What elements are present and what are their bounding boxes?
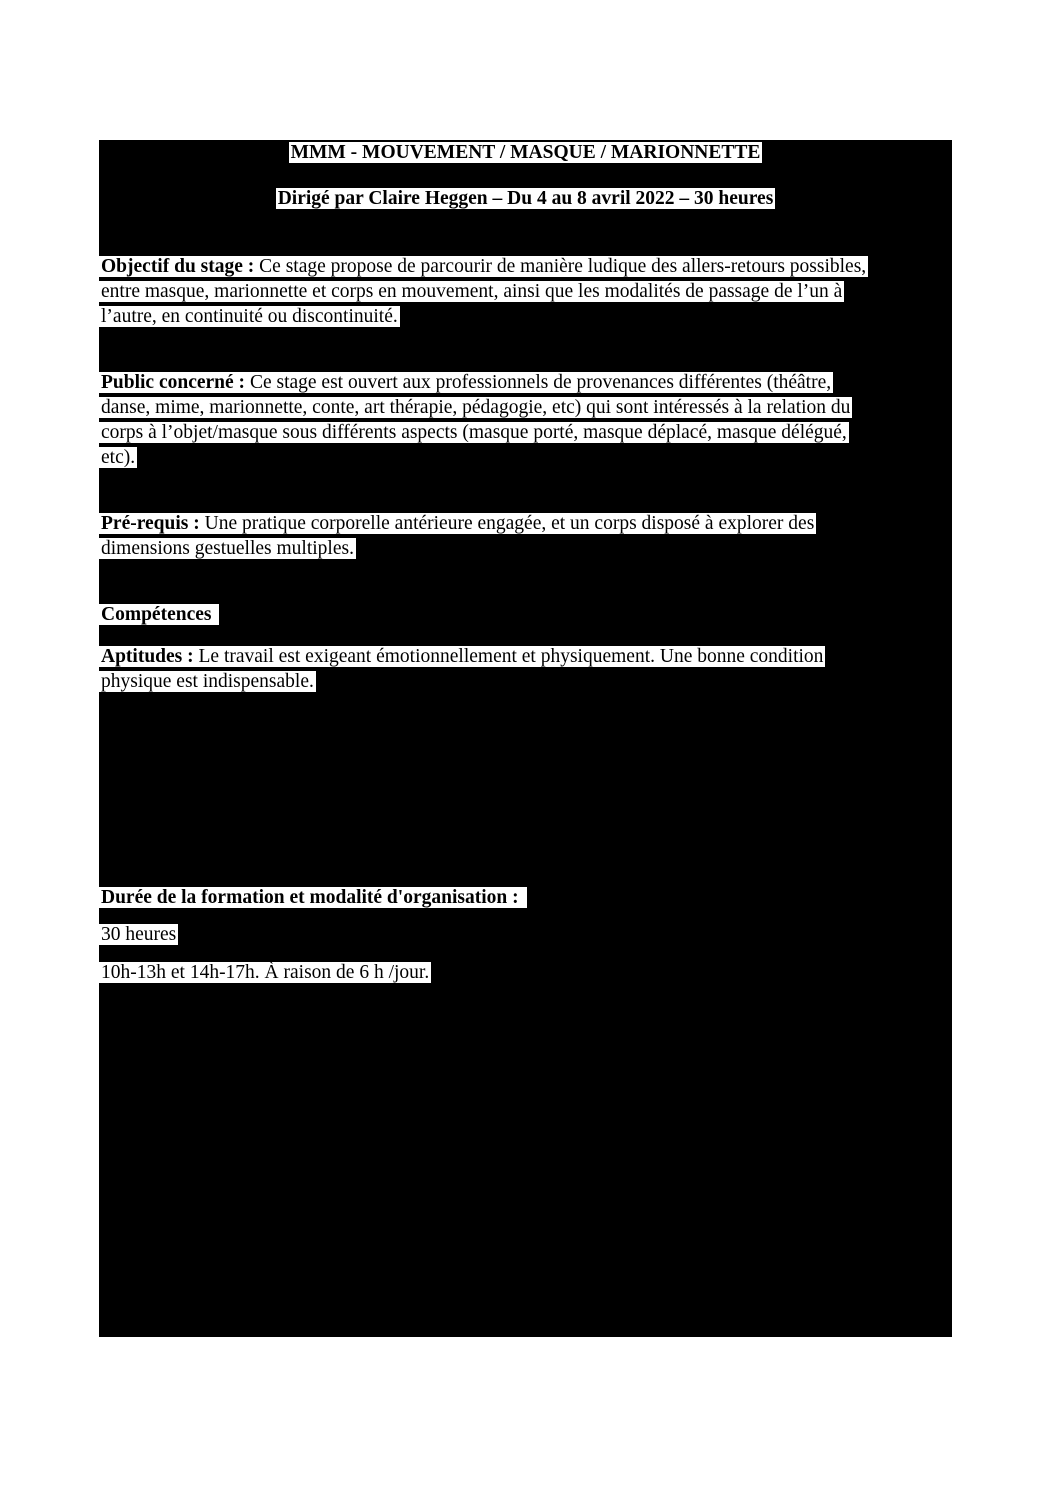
objectif-line-3 — [99, 305, 400, 329]
duree-label: Durée de la formation et modalité d'organisation : — [101, 887, 519, 908]
public-text-2: danse, mime, marionnette, conte, art thérapie, pédagogie, etc) qui sont intéressés à la relation du — [101, 397, 851, 418]
competences-label: Compétences — [101, 604, 212, 625]
aptitudes-text-1: Le travail est exigeant émotionnellement et physiquement. Une bonne condition — [193, 646, 824, 667]
aptitudes-line-1 — [99, 645, 825, 669]
prerequis-line-1 — [99, 512, 816, 536]
duree-line — [99, 886, 527, 910]
public-line-1 — [99, 371, 833, 395]
objectif-label: Objectif du stage : — [101, 256, 255, 277]
public-line-2 — [99, 396, 852, 420]
title-line — [99, 141, 952, 165]
duree-hours-line — [99, 923, 178, 947]
public-text-4: etc). — [101, 447, 136, 468]
objectif-text-2: entre masque, marionnette et corps en mouvement, ainsi que les modalités de passage de l’un à — [101, 281, 843, 302]
duree-hours: 30 heures — [101, 924, 177, 945]
public-text-1: Ce stage est ouvert aux professionnels de provenances différentes (théâtre, — [245, 372, 832, 393]
prerequis-label: Pré-requis : — [101, 513, 200, 534]
duree-schedule: 10h-13h et 14h-17h. À raison de 6 h /jour. — [101, 962, 430, 983]
objectif-line-2 — [99, 280, 844, 304]
aptitudes-label: Aptitudes : — [101, 646, 194, 667]
subtitle-line — [99, 187, 952, 211]
public-text-3: corps à l’objet/masque sous différents aspects (masque porté, masque déplacé, masque délégué, — [101, 422, 847, 443]
aptitudes-text-2: physique est indispensable. — [101, 671, 314, 692]
competences-line — [99, 603, 219, 627]
document-subtitle: Dirigé par Claire Heggen – Du 4 au 8 avril 2022 – 30 heures — [277, 188, 774, 209]
aptitudes-line-2 — [99, 670, 316, 694]
prerequis-line-2 — [99, 537, 356, 561]
public-label: Public concerné : — [101, 372, 246, 393]
document-title: MMM - MOUVEMENT / MASQUE / MARIONNETTE — [290, 142, 761, 163]
objectif-text-1: Ce stage propose de parcourir de manière ludique des allers-retours possibles, — [254, 256, 867, 277]
prerequis-text-2: dimensions gestuelles multiples. — [101, 538, 354, 559]
public-line-4 — [99, 446, 137, 470]
public-line-3 — [99, 421, 849, 445]
objectif-line-1 — [99, 255, 868, 279]
prerequis-text-1: Une pratique corporelle antérieure engagée, et un corps disposé à explorer des — [199, 513, 815, 534]
duree-schedule-line — [99, 961, 431, 985]
objectif-text-3: l’autre, en continuité ou discontinuité. — [101, 306, 398, 327]
